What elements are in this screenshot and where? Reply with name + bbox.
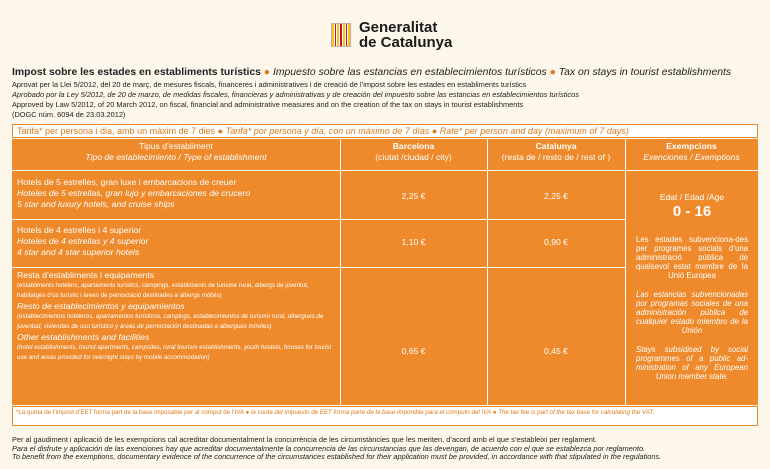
- tariff-banner: Tarifa* per persona i dia, amb un màxim de 7 dies ● Tarifa* por persona y día, con un máximo de 7 días ● Rate* per person and day (maximum of 7 days): [12, 124, 758, 138]
- footer-ca: Per al gaudiment i aplicació de les exempcions cal acreditar documentalment la concurrència de les circumstàncies que les meriten, d’acord amb el que s’estableixi per reglament.: [12, 435, 597, 444]
- footer-en: To benefit from the exemptions, documentary evidence of the concurrence of the circumstances established for their application must be provided, in accordance with that stipulated in the regulations.: [12, 452, 662, 461]
- tariff-ca: Tarifa* per persona i dia, amb un màxim de 7 dies: [17, 126, 216, 136]
- approval-ca: Aprovat per la Llei 5/2012, del 20 de març, de mesures fiscals, financeres i administratives i de creació de l’impost sobre les estades en establiments turístics: [12, 80, 527, 89]
- generalitat-logo: [331, 20, 452, 50]
- exemptions-cell: [636, 192, 748, 381]
- header-type: Tipus d’establiment Tipo de establecimiento / Type of establishment: [85, 141, 267, 162]
- logo-line1: Generalitat: [359, 19, 438, 36]
- price-catalunya: 0,45 €: [544, 346, 568, 356]
- exemption-ca: Les estades subvenciona-des per programes socials d’una administració pública de qualsevol estat membre de la Unió Europea: [636, 235, 748, 280]
- age-value: 0 - 16: [672, 203, 712, 220]
- approval-en: Approved by Law 5/2012, of 20 March 2012, on fiscal, financial and administrative measures and on the creation of the tax on stays in tourist establishments: [12, 100, 524, 109]
- table-row: Hotels de 4 estrelles i 4 superior Hoteles de 4 estrellas y 4 superior 4 star and 4 star superior hotels: [17, 225, 149, 257]
- approval-es: Aprobado por la Ley 5/2012, de 20 de marzo, de medidas fiscales, financieras y administrativas y de creación del impuesto sobre las estancias en establecimientos turísticos: [12, 90, 579, 99]
- price-catalunya: 2,25 €: [544, 191, 568, 201]
- title-en: Tax on stays in tourist establishments: [558, 67, 732, 78]
- table-row: Hotels de 5 estrelles, gran luxe i embarcacions de creuer Hoteles de 5 estrellas, gran lujo y embarcaciones de crucero 5 star and luxury hotels, and cruise ships: [17, 177, 251, 209]
- tax-rate-table: [12, 139, 758, 405]
- page-title: Impost sobre les estades en establiments turístics ● Impuesto sobre las estancias en establecimientos turísticos ● Tax on stays in tourist establishments: [12, 67, 732, 78]
- tariff-en: Rate* per person and day (maximum of 7 days): [439, 126, 629, 136]
- dogc-reference: (DOGC núm. 6094 de 23.03.2012): [12, 110, 126, 119]
- vat-footnote: *La quota de l’impost d’EET forma part de la base imposable per al còmput de l’IVA ● la cuota del impuesto de EET forma parte de la base imponible para el cómputo del IVA ● The tax fee is part of the tax base for calculating the VAT.: [12, 406, 758, 426]
- document-header: [12, 66, 758, 119]
- exemption-es: Las estancias subvencionadas por programas sociales de una administración pública de cualquier estado miembro de la Unión: [636, 290, 748, 335]
- table-row: Resta d’establiments i equipaments (establiments hotelers, apartaments turístics, càmpings, establiments de turisme rural, albergs de joventut, habitatges d’ús turístic i àrees de pernoctació destinades a albergs mòbils) Resto de establecimientos y equipamientos (establecimientos hoteleros, apartamentos turísticos, campings, establecimientos de turismo rural, albergues de juventud, viviendas de uso turístico y áreas de pernoctación destinadas a albergues móviles) Other establishments and facilities (hotel establishments, tourist apartments, campsites, rural tourism establishments, youth hostels, houses for tourist use and areas provided for overnight stays by mobile accommodation): [17, 270, 332, 361]
- price-barcelona: 2,25 €: [401, 191, 426, 201]
- footer-es: Para el disfrute y aplicación de las exenciones hay que acreditar documentalmente la concurrencia de las circunstancias que las devengan, de acuerdo con el que se establezca por reglamento.: [12, 443, 646, 453]
- exemptions-footer: [12, 436, 758, 462]
- header-catalunya: Catalunya (resta de / resto de / rest of ): [501, 141, 611, 162]
- title-ca: Impost sobre les estades en establiments turístics: [12, 67, 261, 78]
- header-barcelona: Barcelona (ciutat /ciudad / city): [375, 141, 452, 162]
- header-exemptions: Exempcions Exenciones / Exemptions: [643, 141, 740, 162]
- age-label: Edat / Edad /Age: [659, 192, 725, 202]
- tariff-es: Tarifa* por persona y día, con un máximo de 7 días: [225, 126, 430, 136]
- logo-line2: de Catalunya: [359, 34, 453, 51]
- price-barcelona: 1,10 €: [401, 237, 426, 247]
- price-barcelona: 0,65 €: [401, 346, 426, 356]
- senyera-icon: [331, 23, 351, 47]
- title-es: Impuesto sobre las estancias en establecimientos turísticos: [272, 67, 547, 78]
- price-catalunya: 0,90 €: [544, 237, 568, 247]
- exemption-en: Stays subsidised by social programmes of a public ad-ministration of any European Union member state.: [636, 345, 748, 381]
